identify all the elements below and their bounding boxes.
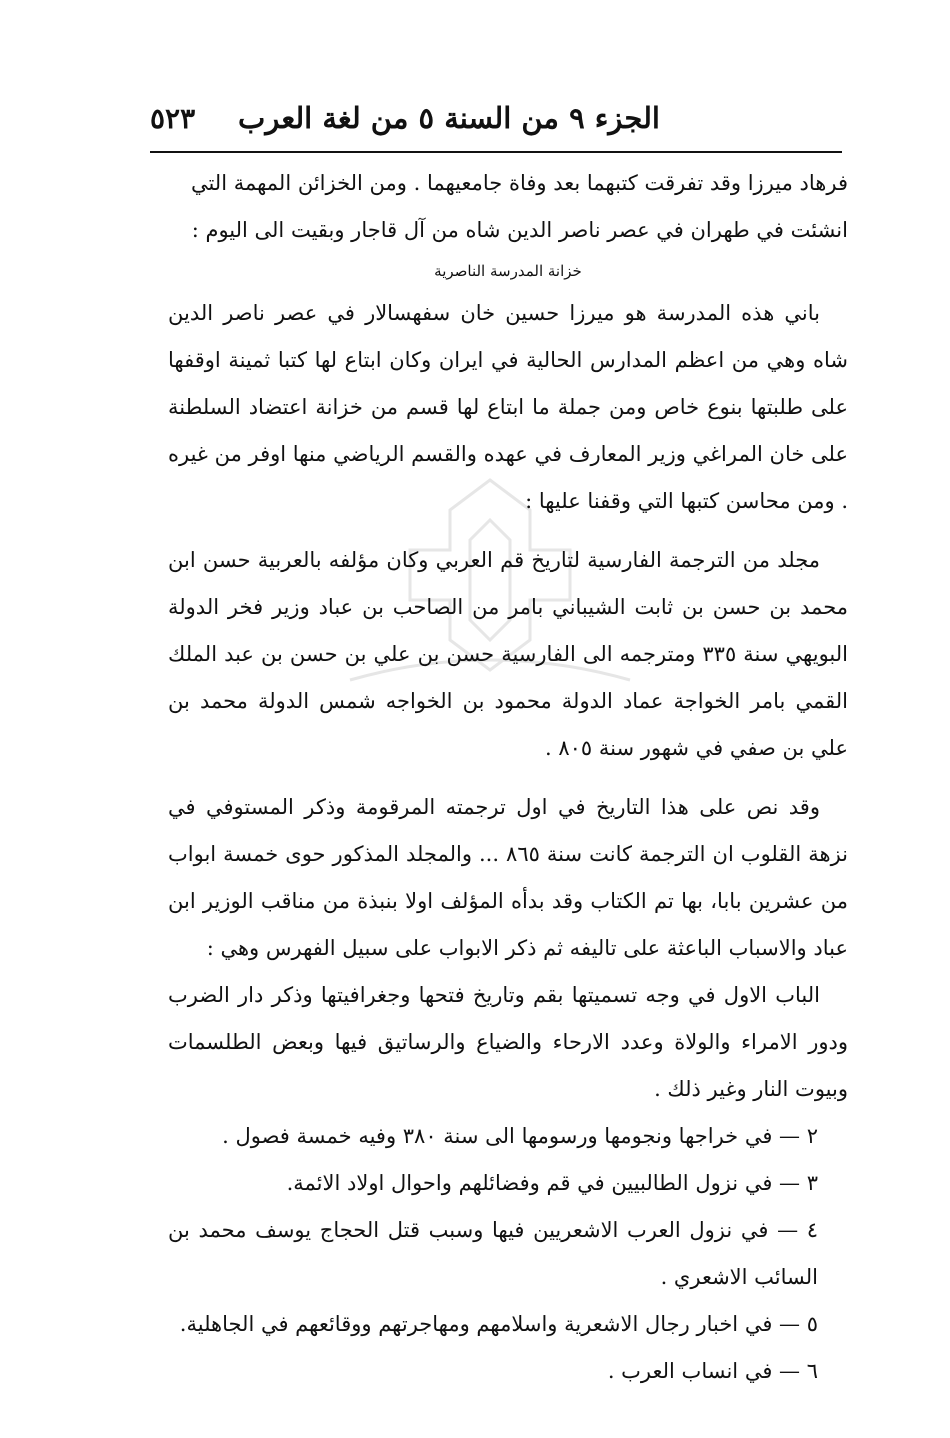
page-number: ٥٢٣ — [150, 101, 196, 135]
text-line: انشئت في طهران في عصر ناصر الدين شاه من آل قاجار وبقيت الى اليوم : — [191, 218, 848, 242]
running-title: الجزء ٩ من السنة ٥ من لغة العرب — [238, 101, 660, 135]
article-body — [168, 160, 848, 1395]
paragraph: وقد نص على هذا التاريخ في اول ترجمته المرقومة وذكر المستوفي في نزهة القلوب ان الترجمة كانت سنة ٨٦٥ ... والمجلد المذكور حوى خمسة ابواب من عشرين بابا، بها تم الكتاب وقد بدأه المؤلف اولا بنبذة من مناقب الوزير ابن عباد والاسباب الباعثة على تاليفه ثم ذكر الابواب على سبيل الفهرس وهي : — [168, 795, 848, 960]
list-item: ٥ — في اخبار رجال الاشعرية واسلامهم ومهاجرتهم ووقائعهم في الجاهلية. — [179, 1312, 818, 1336]
text-line: فرهاد ميرزا وقد تفرقت كتبهما بعد وفاة جامعيهما . ومن الخزائن المهمة التي — [190, 171, 848, 195]
paragraph: باني هذه المدرسة هو ميرزا حسين خان سفهسالار في عصر ناصر الدين شاه وهي من اعظم المدارس الحالية في ايران وكان ابتاع لها كتبا ثمينة اوقفها على طلبتها بنوع خاص ومن جملة ما ابتاع لها قسم من خزانة اعتضاد السلطنة على خان المراغي وزير المعارف في عهده والقسم الرياضي منها اوفر من غيره . ومن محاسن كتبها التي وقفنا عليها : — [168, 301, 848, 513]
list-item: ٦ — في انساب العرب . — [607, 1359, 818, 1383]
section-heading: خزانة المدرسة الناصرية — [434, 262, 582, 280]
paragraph: الباب الاول في وجه تسميتها بقم وتاريخ فتحها وجغرافيتها وذكر دار الضرب ودور الامراء والولاة وعدد الارحاء والضياع والرساتيق فيها وبعض الطلسمات وبيوت النار وغير ذلك . — [168, 983, 848, 1101]
list-item: ٢ — في خراجها ونجومها ورسومها الى سنة ٣٨٠ وفيه خمسة فصول . — [222, 1124, 818, 1148]
page-header — [150, 88, 660, 148]
header-rule — [150, 151, 842, 153]
list-item: ٣ — في نزول الطالبيين في قم وفضائلهم واحوال اولاد الائمة. — [286, 1171, 818, 1195]
paragraph: مجلد من الترجمة الفارسية لتاريخ قم العربي وكان مؤلفه بالعربية حسن ابن محمد بن حسن بن ثابت الشيباني بامر من الصاحب بن عباد وزير فخر الدولة البويهي سنة ٣٣٥ ومترجمه الى الفارسية حسن بن علي بن حسن بن عبد الملك القمي بامر الخواجة عماد الدولة محمود بن الخواجه شمس الدولة محمد بن علي بن صفي في شهور سنة ٨٠٥ . — [168, 548, 848, 760]
list-item: ٤ — في نزول العرب الاشعريين فيها وسبب قتل الحجاج يوسف محمد بن السائب الاشعري . — [168, 1218, 818, 1289]
